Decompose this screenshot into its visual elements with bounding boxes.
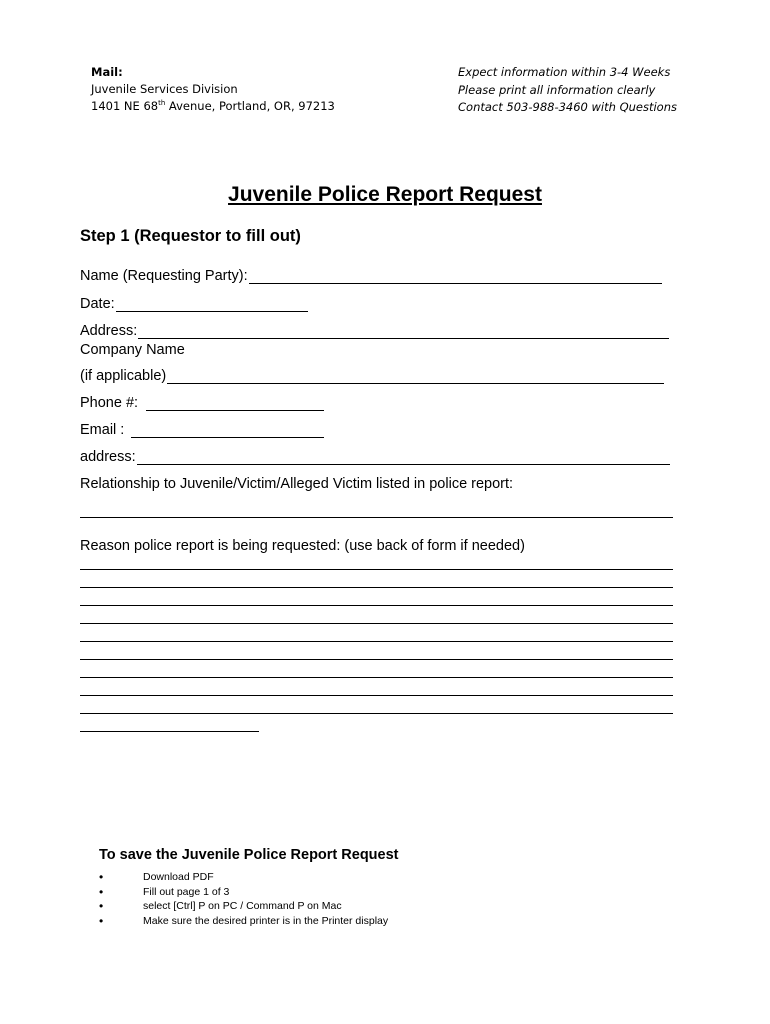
email-address-input-line[interactable] bbox=[137, 452, 670, 465]
reason-line-10[interactable] bbox=[80, 731, 259, 732]
reason-line-4[interactable] bbox=[80, 623, 673, 624]
reason-line-6[interactable] bbox=[80, 659, 673, 660]
mail-label: Mail: bbox=[91, 65, 123, 79]
step-heading: Step 1 (Requestor to fill out) bbox=[80, 227, 301, 245]
note-turnaround: Expect information within 3-4 Weeks bbox=[458, 65, 671, 79]
list-item-text: Fill out page 1 of 3 bbox=[143, 885, 230, 898]
note-print-clearly: Please print all information clearly bbox=[458, 82, 656, 97]
date-field[interactable] bbox=[80, 296, 308, 312]
email-label: Email : bbox=[80, 422, 125, 438]
company-name-label: Company Name bbox=[80, 342, 185, 358]
if-applicable-label: (if applicable) bbox=[80, 368, 167, 384]
email-address-label: address: bbox=[80, 449, 136, 465]
list-item bbox=[99, 885, 388, 900]
street-address: 1401 NE 68th Avenue, Portland, OR, 97213 bbox=[91, 99, 335, 113]
list-item bbox=[99, 870, 388, 885]
division-name: Juvenile Services Division bbox=[91, 82, 238, 96]
reason-line-1[interactable] bbox=[80, 569, 673, 570]
bullet: • bbox=[99, 913, 104, 928]
address-field[interactable] bbox=[80, 323, 669, 339]
list-item-text: select [Ctrl] P on PC / Command P on Mac bbox=[143, 900, 342, 912]
reason-label: Reason police report is being requested: (use back of form if needed) bbox=[80, 538, 525, 554]
reason-line-3[interactable] bbox=[80, 605, 673, 606]
note-contact: Contact 503-988-3460 with Questions bbox=[458, 100, 677, 114]
reason-line-2[interactable] bbox=[80, 587, 673, 588]
date-input-line[interactable] bbox=[116, 299, 308, 312]
relationship-input-line[interactable] bbox=[80, 517, 673, 518]
mailing-address-block bbox=[91, 64, 335, 115]
list-item-text: Download PDF bbox=[143, 871, 214, 883]
list-item bbox=[99, 914, 388, 929]
company-input-line[interactable] bbox=[167, 371, 664, 384]
relationship-label: Relationship to Juvenile/Victim/Alleged Victim listed in police report: bbox=[80, 476, 514, 492]
phone-label: Phone #: bbox=[80, 395, 139, 411]
save-instructions-title: To save the Juvenile Police Report Request bbox=[99, 847, 399, 863]
email-address-field[interactable] bbox=[80, 449, 670, 465]
reason-line-9[interactable] bbox=[80, 713, 673, 714]
list-item bbox=[99, 899, 388, 914]
address-input-line[interactable] bbox=[138, 326, 669, 339]
reason-label-row bbox=[80, 538, 525, 554]
reason-line-7[interactable] bbox=[80, 677, 673, 678]
name-field[interactable] bbox=[80, 268, 662, 284]
company-name-field[interactable] bbox=[80, 368, 664, 384]
email-field[interactable] bbox=[80, 422, 324, 438]
address-label: Address: bbox=[80, 323, 138, 339]
bullet: • bbox=[99, 899, 104, 913]
name-input-line[interactable] bbox=[249, 271, 662, 284]
instructions-block bbox=[458, 64, 677, 117]
email-input-line[interactable] bbox=[131, 425, 324, 438]
relationship-label-row bbox=[80, 476, 513, 492]
reason-line-8[interactable] bbox=[80, 695, 673, 696]
phone-input-line[interactable] bbox=[146, 398, 324, 411]
save-instructions-list bbox=[99, 870, 388, 928]
reason-line-5[interactable] bbox=[80, 641, 673, 642]
bullet: • bbox=[99, 884, 104, 899]
list-item-text: Make sure the desired printer is in the Printer display bbox=[143, 914, 389, 927]
name-label: Name (Requesting Party): bbox=[80, 268, 248, 284]
company-name-label-row bbox=[80, 342, 185, 358]
page-title: Juvenile Police Report Request bbox=[228, 183, 542, 206]
bullet: • bbox=[99, 870, 104, 884]
phone-field[interactable] bbox=[80, 395, 324, 411]
date-label: Date: bbox=[80, 296, 115, 312]
